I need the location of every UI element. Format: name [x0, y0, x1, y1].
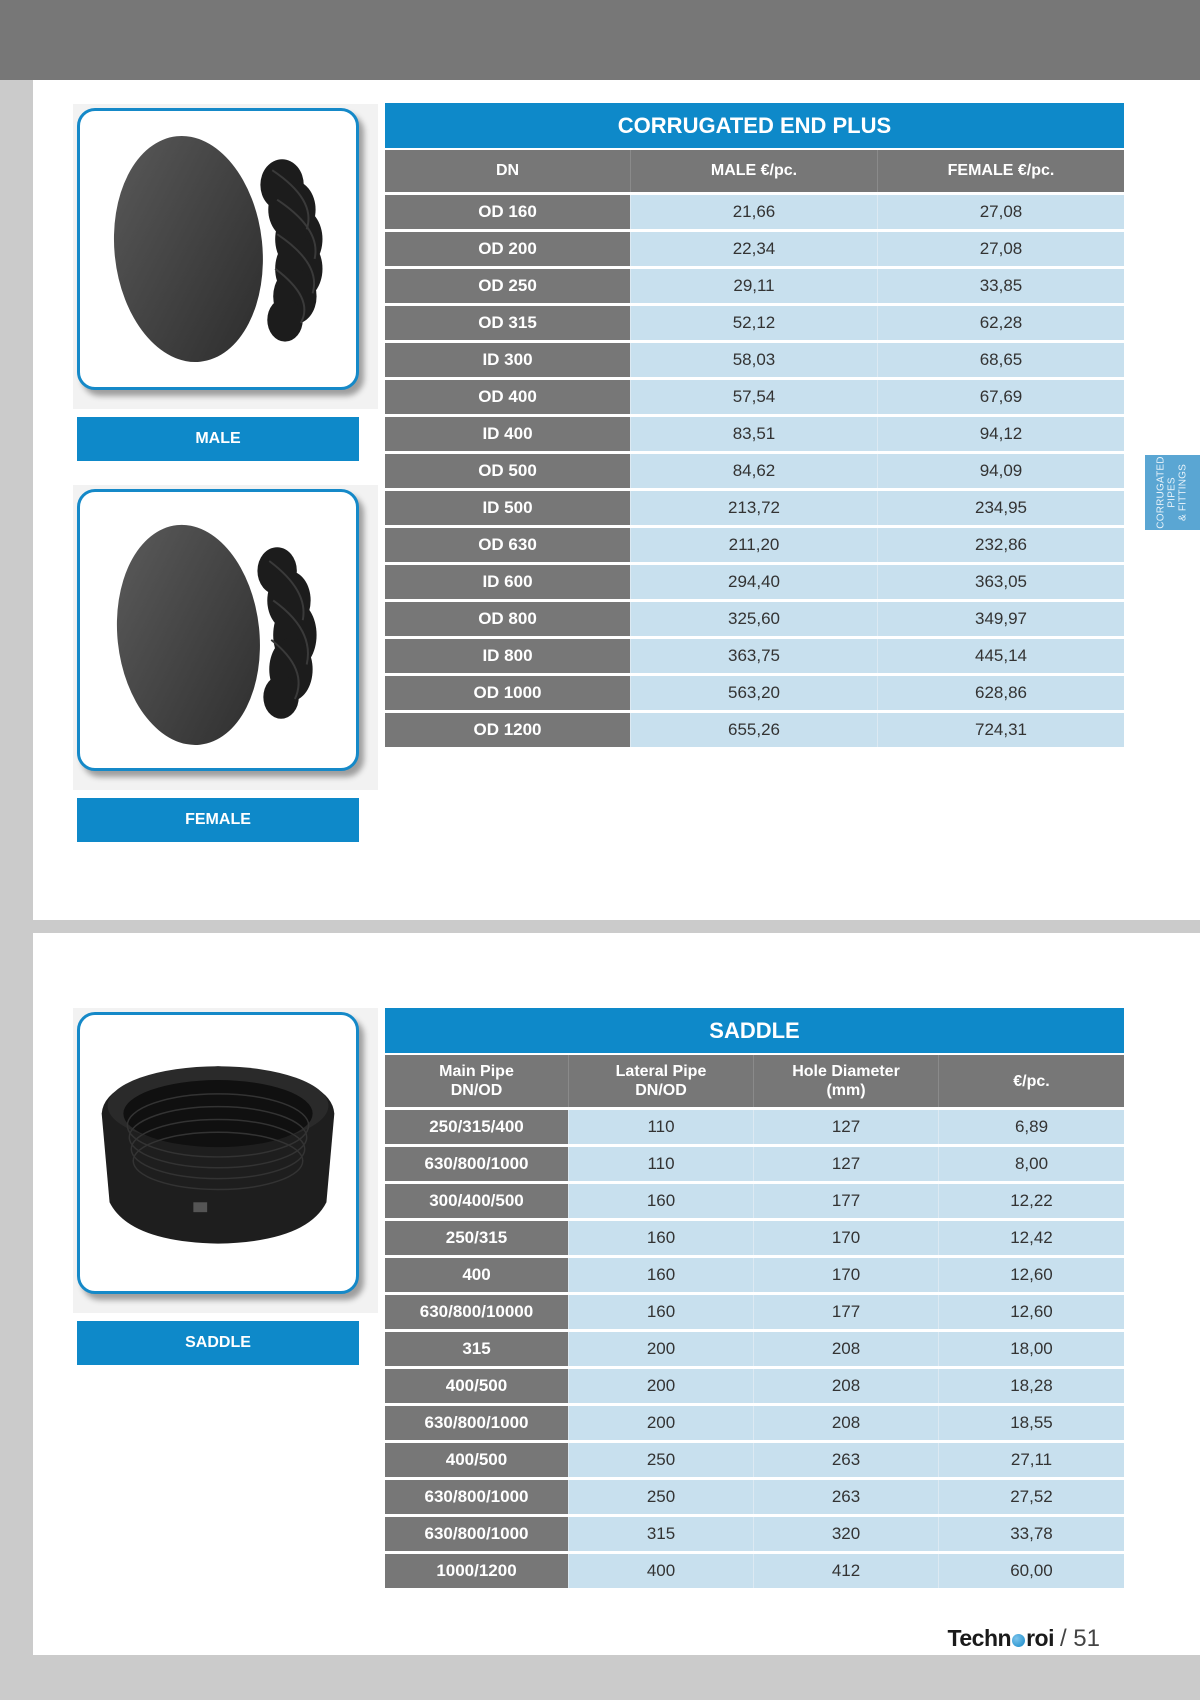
logo-dot-icon: [1012, 1634, 1025, 1647]
saddle-icon: [80, 1015, 356, 1291]
price-cell: 18,28: [939, 1369, 1124, 1403]
table-row: [385, 232, 1124, 266]
price-cell: 177: [754, 1184, 939, 1218]
table-row: [385, 269, 1124, 303]
row-key-cell: 400/500: [385, 1369, 569, 1403]
price-cell: 94,12: [878, 417, 1124, 451]
page-number: / 51: [1059, 1625, 1100, 1652]
price-cell: 363,75: [631, 639, 878, 673]
price-cell: 412: [754, 1554, 939, 1588]
table-header-row: [385, 150, 1124, 192]
female-end-cap-icon: [80, 492, 356, 768]
price-cell: 52,12: [631, 306, 878, 340]
table-row: [385, 1221, 1124, 1255]
price-cell: 294,40: [631, 565, 878, 599]
brand-logo: Techn roi: [947, 1625, 1054, 1651]
price-cell: 200: [569, 1406, 754, 1440]
table-row: [385, 676, 1124, 710]
row-key-cell: ID 800: [385, 639, 631, 673]
row-key-cell: OD 630: [385, 528, 631, 562]
price-cell: 94,09: [878, 454, 1124, 488]
row-key-cell: 300/400/500: [385, 1184, 569, 1218]
price-cell: 6,89: [939, 1110, 1124, 1144]
price-cell: 83,51: [631, 417, 878, 451]
row-key-cell: 250/315: [385, 1221, 569, 1255]
row-key-cell: ID 400: [385, 417, 631, 451]
price-cell: 628,86: [878, 676, 1124, 710]
male-end-cap-icon: [80, 111, 356, 387]
price-cell: 232,86: [878, 528, 1124, 562]
row-key-cell: 630/800/1000: [385, 1517, 569, 1551]
table-row: [385, 639, 1124, 673]
section-side-tab[interactable]: [1145, 455, 1200, 530]
table-row: [385, 1258, 1124, 1292]
side-tab-label: CORRUGATED PIPES & FITTINGS: [1156, 456, 1189, 529]
price-cell: 160: [569, 1258, 754, 1292]
row-key-cell: OD 400: [385, 380, 631, 414]
price-cell: 22,34: [631, 232, 878, 266]
price-cell: 27,52: [939, 1480, 1124, 1514]
price-cell: 655,26: [631, 713, 878, 747]
male-photo-frame: [73, 104, 378, 409]
table-row: [385, 195, 1124, 229]
row-key-cell: ID 600: [385, 565, 631, 599]
price-cell: 263: [754, 1480, 939, 1514]
table-row: [385, 343, 1124, 377]
price-cell: 170: [754, 1221, 939, 1255]
row-key-cell: 250/315/400: [385, 1110, 569, 1144]
price-cell: 724,31: [878, 713, 1124, 747]
price-cell: 325,60: [631, 602, 878, 636]
row-key-cell: 315: [385, 1332, 569, 1366]
price-cell: 208: [754, 1332, 939, 1366]
saddle-title: SADDLE: [385, 1008, 1124, 1053]
price-cell: 213,72: [631, 491, 878, 525]
price-cell: 12,42: [939, 1221, 1124, 1255]
price-cell: 29,11: [631, 269, 878, 303]
saddle-table: [385, 1008, 1124, 1591]
price-cell: 170: [754, 1258, 939, 1292]
row-key-cell: ID 300: [385, 343, 631, 377]
price-cell: 208: [754, 1406, 939, 1440]
price-cell: 177: [754, 1295, 939, 1329]
price-cell: 160: [569, 1184, 754, 1218]
table-row: [385, 1147, 1124, 1181]
price-cell: 84,62: [631, 454, 878, 488]
price-cell: 21,66: [631, 195, 878, 229]
row-key-cell: OD 500: [385, 454, 631, 488]
price-cell: 160: [569, 1221, 754, 1255]
male-label: MALE: [77, 417, 359, 461]
table-row: [385, 528, 1124, 562]
table-row: [385, 1369, 1124, 1403]
table-row: [385, 306, 1124, 340]
price-cell: 200: [569, 1332, 754, 1366]
price-cell: 8,00: [939, 1147, 1124, 1181]
saddle-photo: [77, 1012, 359, 1294]
column-header: MALE €/pc.: [631, 150, 878, 192]
row-key-cell: 400/500: [385, 1443, 569, 1477]
table-row: [385, 1406, 1124, 1440]
price-cell: 160: [569, 1295, 754, 1329]
price-cell: 67,69: [878, 380, 1124, 414]
column-header: FEMALE €/pc.: [878, 150, 1124, 192]
row-key-cell: OD 1200: [385, 713, 631, 747]
price-cell: 400: [569, 1554, 754, 1588]
column-header: Hole Diameter (mm): [754, 1055, 939, 1107]
table-row: [385, 1554, 1124, 1588]
price-cell: 57,54: [631, 380, 878, 414]
saddle-label: SADDLE: [77, 1321, 359, 1365]
price-cell: 250: [569, 1443, 754, 1477]
price-cell: 110: [569, 1110, 754, 1144]
price-cell: 127: [754, 1110, 939, 1144]
table-row: [385, 454, 1124, 488]
price-cell: 27,11: [939, 1443, 1124, 1477]
male-end-cap-photo: [77, 108, 359, 390]
column-header: €/pc.: [939, 1055, 1124, 1107]
price-cell: 445,14: [878, 639, 1124, 673]
table-row: [385, 1517, 1124, 1551]
table-row: [385, 417, 1124, 451]
price-cell: 200: [569, 1369, 754, 1403]
column-header: Lateral Pipe DN/OD: [569, 1055, 754, 1107]
female-label: FEMALE: [77, 798, 359, 842]
table-row: [385, 1443, 1124, 1477]
row-key-cell: ID 500: [385, 491, 631, 525]
row-key-cell: 630/800/1000: [385, 1147, 569, 1181]
table-row: [385, 1110, 1124, 1144]
price-cell: 12,60: [939, 1258, 1124, 1292]
price-cell: 33,78: [939, 1517, 1124, 1551]
female-photo-frame: [73, 485, 378, 790]
row-key-cell: 400: [385, 1258, 569, 1292]
price-cell: 27,08: [878, 195, 1124, 229]
price-cell: 62,28: [878, 306, 1124, 340]
price-cell: 27,08: [878, 232, 1124, 266]
top-band: [0, 0, 1200, 80]
price-cell: 363,05: [878, 565, 1124, 599]
price-cell: 18,55: [939, 1406, 1124, 1440]
corrugated-end-plus-table: [385, 103, 1124, 750]
price-cell: 315: [569, 1517, 754, 1551]
price-cell: 60,00: [939, 1554, 1124, 1588]
saddle-photo-frame: [73, 1008, 378, 1313]
female-end-cap-photo: [77, 489, 359, 771]
table-header-row: [385, 1055, 1124, 1107]
price-cell: 110: [569, 1147, 754, 1181]
column-header: DN: [385, 150, 631, 192]
price-cell: 68,65: [878, 343, 1124, 377]
table-row: [385, 1295, 1124, 1329]
row-key-cell: 630/800/1000: [385, 1406, 569, 1440]
price-cell: 349,97: [878, 602, 1124, 636]
row-key-cell: OD 1000: [385, 676, 631, 710]
table-row: [385, 602, 1124, 636]
row-key-cell: OD 800: [385, 602, 631, 636]
page-footer: [948, 1625, 1100, 1653]
price-cell: 208: [754, 1369, 939, 1403]
row-key-cell: 1000/1200: [385, 1554, 569, 1588]
table-row: [385, 380, 1124, 414]
table-row: [385, 1332, 1124, 1366]
price-cell: 58,03: [631, 343, 878, 377]
price-cell: 211,20: [631, 528, 878, 562]
row-key-cell: OD 200: [385, 232, 631, 266]
price-cell: 12,22: [939, 1184, 1124, 1218]
row-key-cell: 630/800/10000: [385, 1295, 569, 1329]
price-cell: 18,00: [939, 1332, 1124, 1366]
price-cell: 234,95: [878, 491, 1124, 525]
table-row: [385, 1184, 1124, 1218]
table-row: [385, 1480, 1124, 1514]
price-cell: 263: [754, 1443, 939, 1477]
price-cell: 33,85: [878, 269, 1124, 303]
column-header: Main Pipe DN/OD: [385, 1055, 569, 1107]
table-row: [385, 713, 1124, 747]
table-row: [385, 491, 1124, 525]
table-row: [385, 565, 1124, 599]
price-cell: 563,20: [631, 676, 878, 710]
price-cell: 127: [754, 1147, 939, 1181]
price-cell: 320: [754, 1517, 939, 1551]
row-key-cell: OD 160: [385, 195, 631, 229]
corrugated-end-plus-title: CORRUGATED END PLUS: [385, 103, 1124, 148]
row-key-cell: 630/800/1000: [385, 1480, 569, 1514]
price-cell: 250: [569, 1480, 754, 1514]
price-cell: 12,60: [939, 1295, 1124, 1329]
row-key-cell: OD 315: [385, 306, 631, 340]
row-key-cell: OD 250: [385, 269, 631, 303]
